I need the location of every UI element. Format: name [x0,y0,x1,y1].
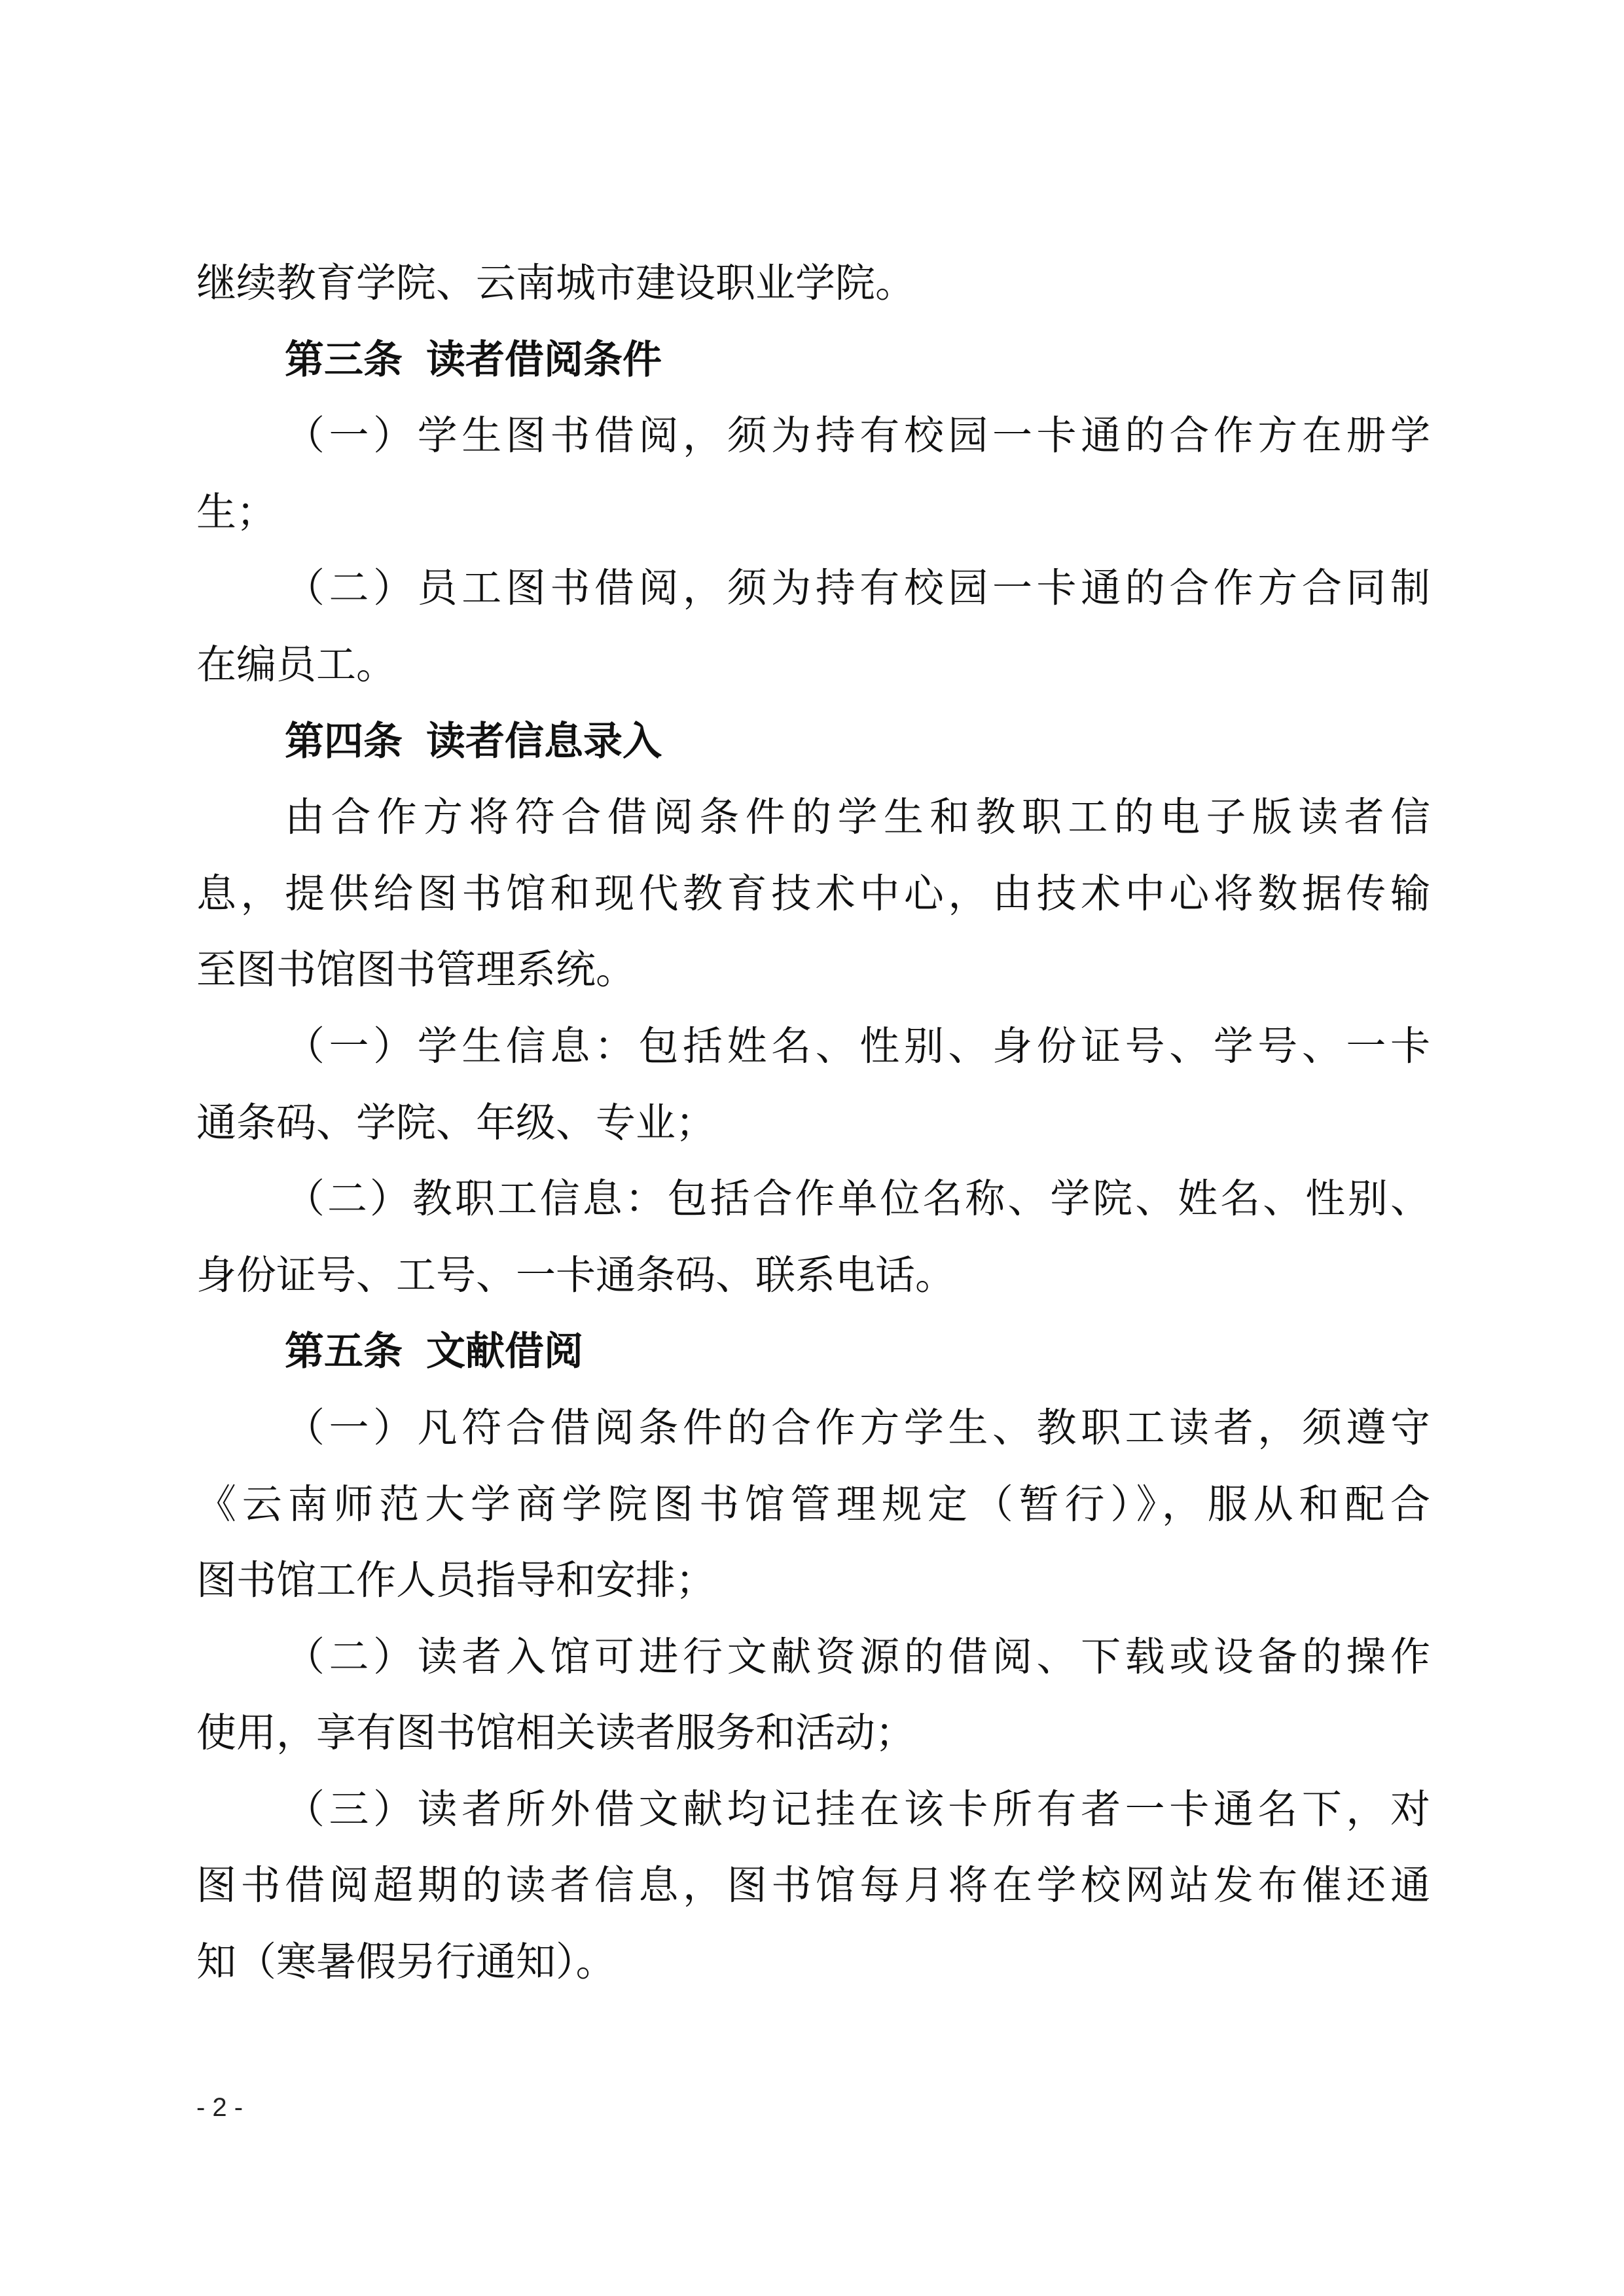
body-line: 通条码、学院、年级、专业； [196,1099,716,1146]
article-heading-4 [196,704,1430,780]
article-title: 文献借阅 [426,1329,583,1375]
body-line: （二）教职工信息：包括合作单位名称、学院、姓名、性别、 [285,1175,1430,1223]
body-line: 在编员工。 [196,641,397,688]
body-line: （三）读者所外借文献均记挂在该卡所有者一卡通名下，对 [285,1785,1430,1833]
article-title: 读者借阅条件 [426,336,662,383]
article-heading-5 [196,1314,1430,1390]
document-body [196,245,1430,2001]
article-heading-3 [196,322,1430,399]
body-line: 《云南师范大学商学院图书馆管理规定（暂行）》，服从和配合 [196,1480,1430,1528]
body-line: 使用，享有图书馆相关读者服务和活动； [196,1710,916,1757]
page-number: - 2 - [196,2093,244,2122]
article-number: 第四条 [285,718,403,764]
body-line: 身份证号、工号、一卡通条码、联系电话。 [196,1251,956,1299]
body-line: 至图书馆图书管理系统。 [196,946,636,994]
article-number: 第五条 [285,1329,403,1375]
body-line: （二）读者入馆可进行文献资源的借阅、下载或设备的操作 [285,1633,1430,1680]
body-line: （一）凡符合借阅条件的合作方学生、教职工读者，须遵守 [285,1404,1430,1451]
body-line: 由合作方将符合借阅条件的学生和教职工的电子版读者信 [285,794,1430,841]
body-line: 知（寒暑假另行通知）。 [196,1939,616,1986]
body-line: （一）学生图书借阅，须为持有校园一卡通的合作方在册学 [285,412,1430,459]
body-line: 图书借阅超期的读者信息，图书馆每月将在学校网站发布催还通 [196,1862,1430,1909]
body-line: （二）员工图书借阅，须为持有校园一卡通的合作方合同制 [285,565,1430,612]
body-line: 继续教育学院、云南城市建设职业学院。 [196,260,916,306]
body-line: 生； [196,488,277,535]
article-number: 第三条 [285,336,403,383]
body-line: （一）学生信息：包括姓名、性别、身份证号、学号、一卡 [285,1022,1430,1069]
body-line: 息，提供给图书馆和现代教育技术中心，由技术中心将数据传输 [196,870,1430,917]
body-line: 图书馆工作人员指导和安排； [196,1557,716,1604]
article-title: 读者信息录入 [426,718,662,764]
